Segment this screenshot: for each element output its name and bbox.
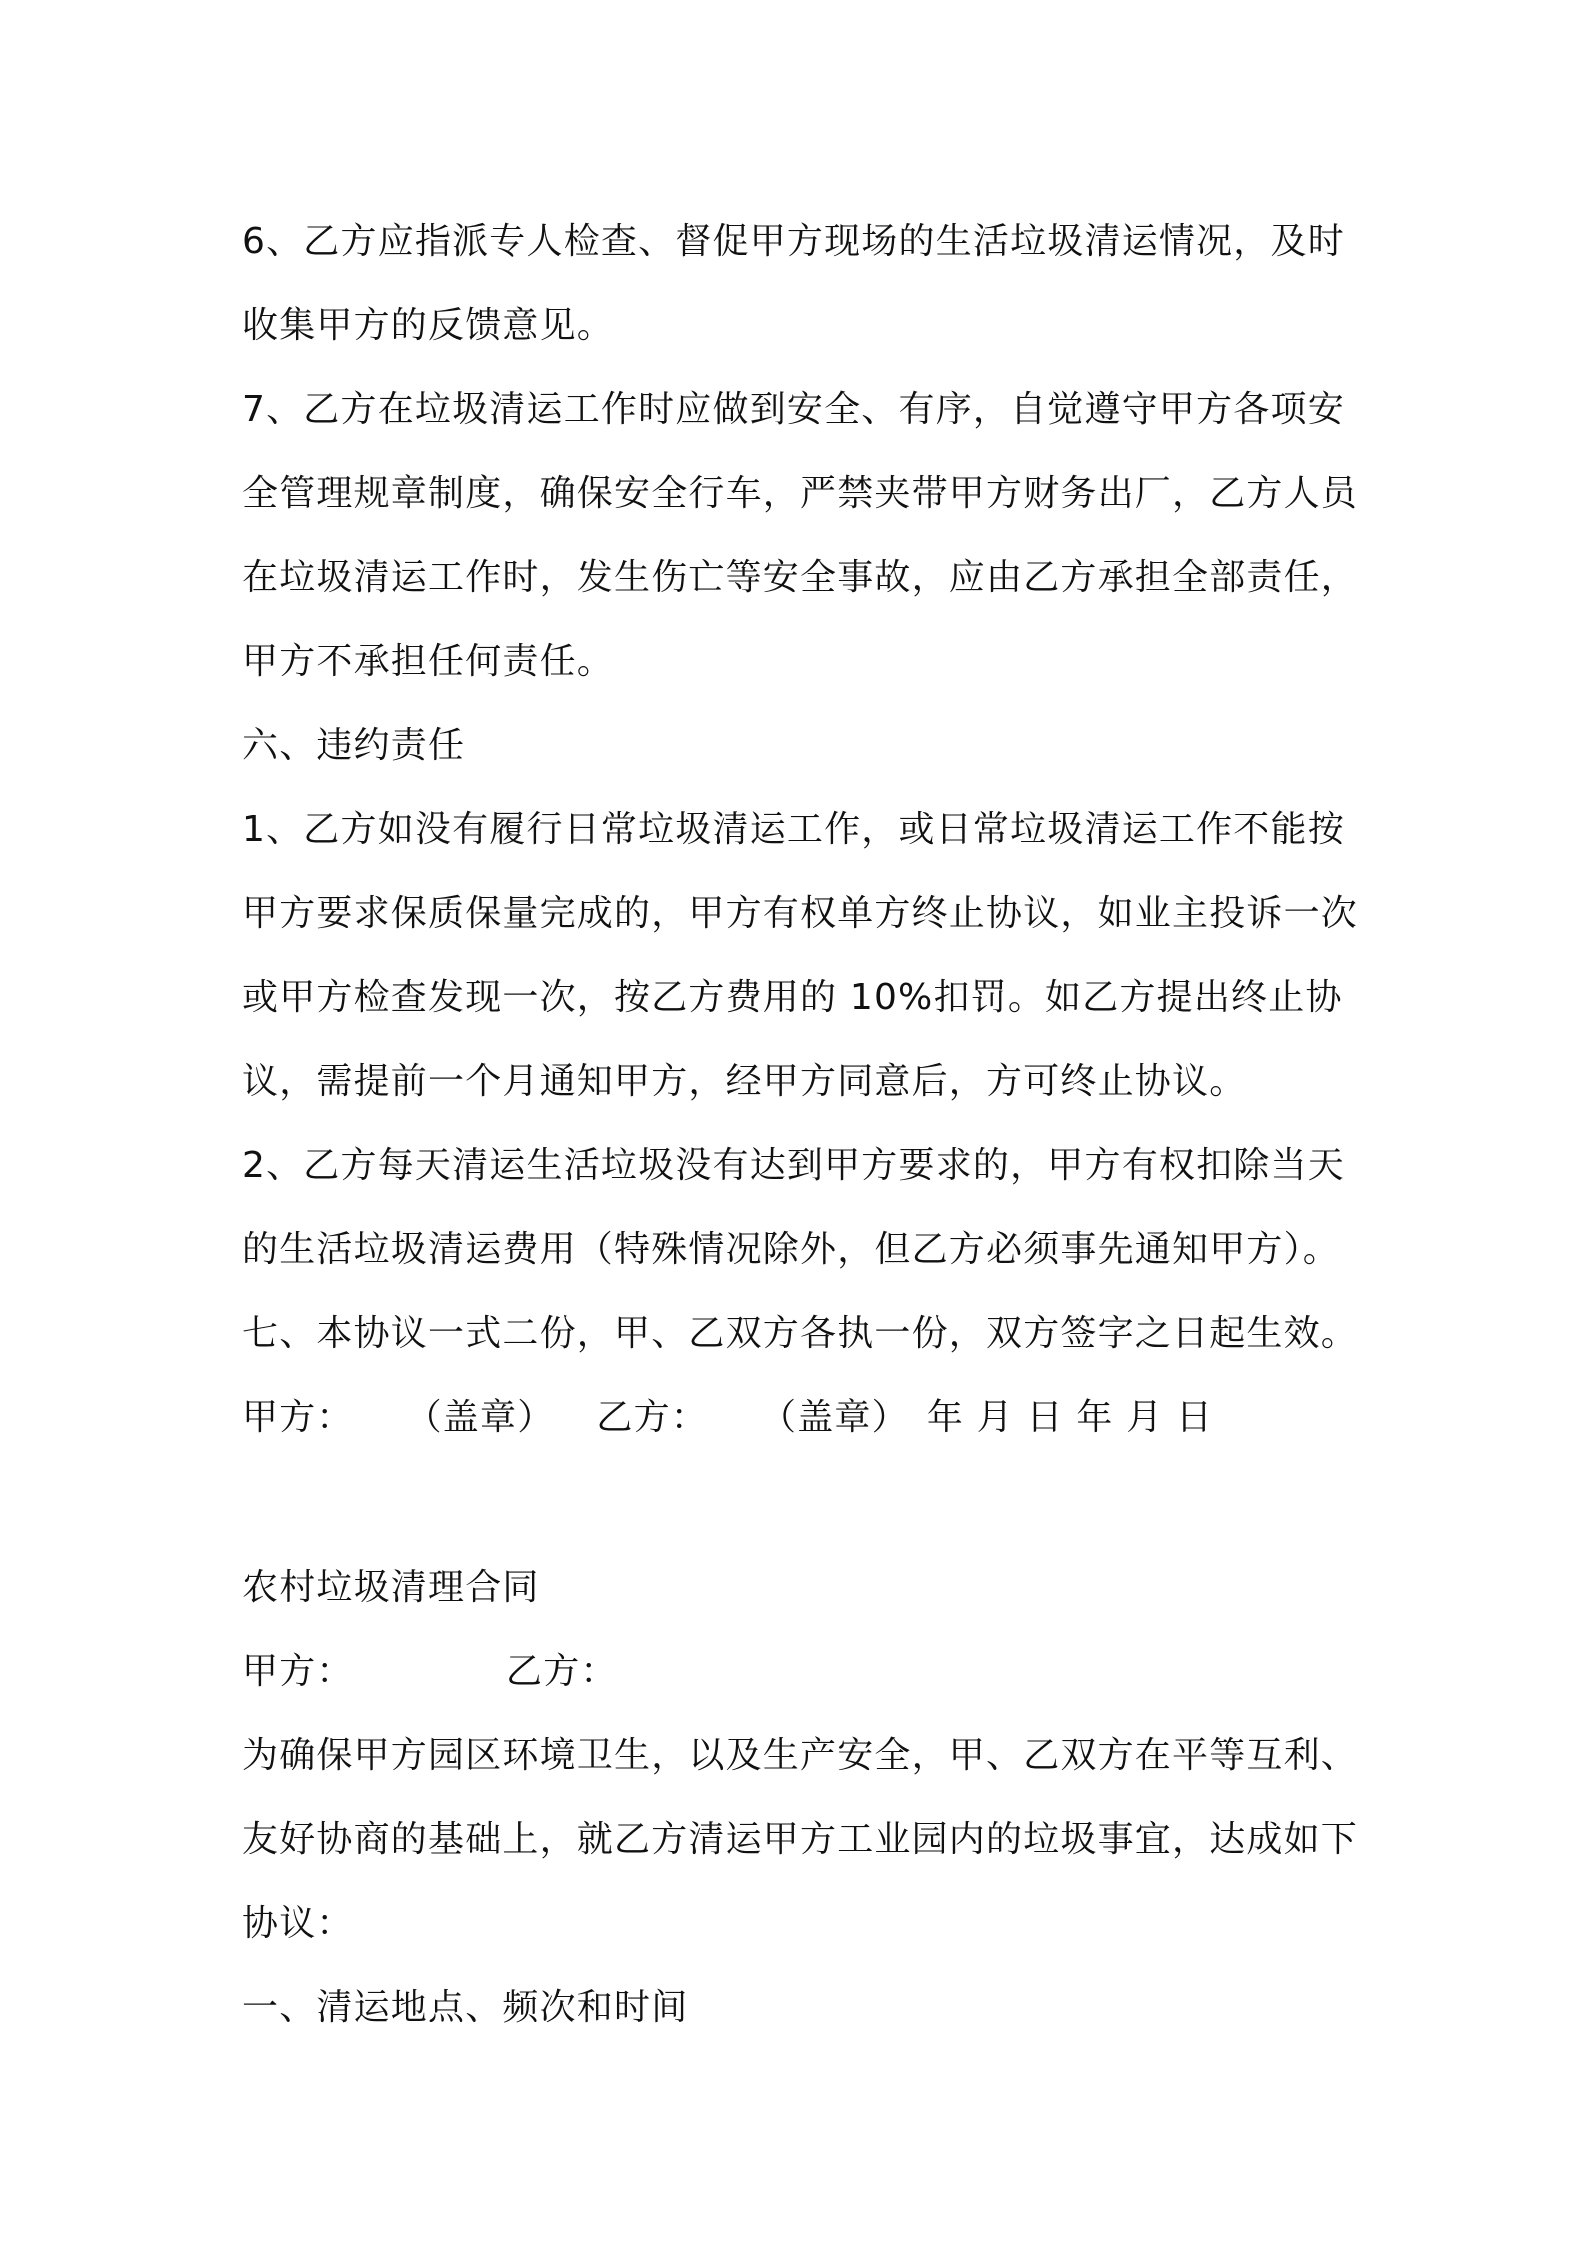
signature-line xyxy=(242,1376,1352,1460)
party-b-signature-label: 乙方： xyxy=(596,1397,709,1438)
paragraph-line: 的生活垃圾清运费用（特殊情况除外，但乙方必须事先通知甲方）。 xyxy=(242,1229,1341,1270)
party-a-seal: （盖章） xyxy=(405,1397,555,1438)
paragraph-line: 收集甲方的反馈意见。 xyxy=(242,305,615,346)
paragraph-line: 在垃圾清运工作时，发生伤亡等安全事故，应由乙方承担全部责任， xyxy=(242,557,1359,598)
signature-dates: 年 月 日 年 月 日 xyxy=(926,1397,1214,1438)
section-heading-breach-liability: 六、违约责任 xyxy=(242,725,466,766)
paragraph-line: 七、本协议一式二份，甲、乙双方各执一份，双方签字之日起生效。 xyxy=(242,1313,1359,1354)
intro-paragraph-line: 为确保甲方园区环境卫生，以及生产安全，甲、乙双方在平等互利、 xyxy=(242,1735,1359,1776)
party-a-signature-label: 甲方： xyxy=(242,1397,354,1438)
party-b-seal: （盖章） xyxy=(760,1397,909,1438)
party-a-label: 甲方： xyxy=(242,1651,354,1692)
paragraph-line: 7、乙方在垃圾清运工作时应做到安全、有序，自觉遵守甲方各项安 xyxy=(242,389,1345,430)
intro-paragraph-line: 协议： xyxy=(242,1903,354,1944)
paragraph-line: 甲方要求保质保量完成的，甲方有权单方终止协议，如业主投诉一次 xyxy=(242,893,1359,934)
paragraph-line: 全管理规章制度，确保安全行车，严禁夹带甲方财务出厂，乙方人员 xyxy=(242,473,1359,514)
paragraph-line: 或甲方检查发现一次，按乙方费用的 10%扣罚。如乙方提出终止协 xyxy=(242,977,1343,1018)
paragraph-line: 6、乙方应指派专人检查、督促甲方现场的生活垃圾清运情况，及时 xyxy=(242,221,1345,262)
document-body xyxy=(242,200,1359,2050)
section-spacer xyxy=(242,1460,1352,1546)
parties-line xyxy=(242,1630,1352,1714)
contract-title: 农村垃圾清理合同 xyxy=(242,1567,540,1608)
section-heading-location-frequency-time: 一、清运地点、频次和时间 xyxy=(242,1987,689,2028)
party-b-label: 乙方： xyxy=(506,1651,618,1692)
paragraph-line: 1、乙方如没有履行日常垃圾清运工作，或日常垃圾清运工作不能按 xyxy=(242,809,1345,850)
intro-paragraph-line: 友好协商的基础上，就乙方清运甲方工业园内的垃圾事宜，达成如下 xyxy=(242,1819,1359,1860)
paragraph-line: 2、乙方每天清运生活垃圾没有达到甲方要求的，甲方有权扣除当天 xyxy=(242,1145,1345,1186)
paragraph-line: 议，需提前一个月通知甲方，经甲方同意后，方可终止协议。 xyxy=(242,1061,1247,1102)
paragraph-line: 甲方不承担任何责任。 xyxy=(242,641,615,682)
